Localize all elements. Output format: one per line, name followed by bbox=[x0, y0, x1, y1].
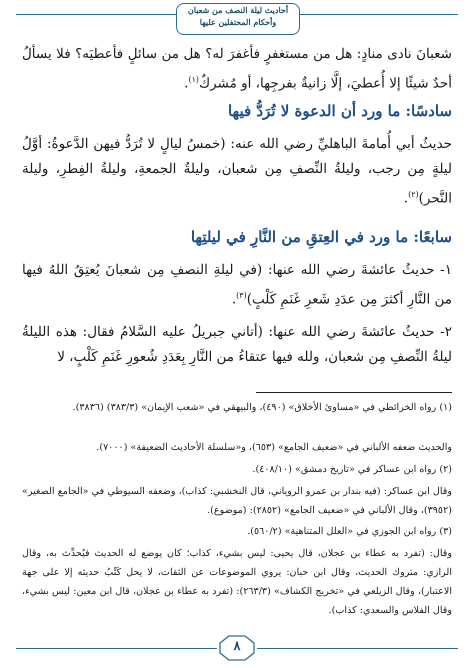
footnote-1-note: والحديث ضعفه الألباني في «ضعيف الجامع» (٦٥٣)، و«سلسلة الأحاديث الضعيفة» (٧٠٠٠). bbox=[96, 442, 452, 453]
paragraph-text: ١- حديثُ عائشةَ رضي الله عنها: (في ليلةِ النصفِ مِن شعبانَ يُعتِقُ اللهُ فيها من النَّارِ أكثرَ مِن عدَدِ شَعرِ غَنَمِ كَلْبٍ) bbox=[22, 262, 452, 308]
footnote-1: (١) رواه الخرائطي في «مساوئ الأخلاق» (٤٩٠)، والبيهقي في «شعب الإيمان» (٣٨٣/٣) (٣٨٣٦). bbox=[72, 402, 452, 413]
footnote-3-note: وقال: (تفرد به عطاء بن عجلان، قال يحيى: ليس بشيء، كذاب؛ كان يوضع له الحديث فيُحدِّث به، وقال الرازي: متروك الحديث، وقال ابن حبان: يروي الموضوعات عن الثقات، لا يحل كَتْبُ حديثه إلا على جهة الاعتبار)، وقال الزيلعي في «تخريج الكشاف» (٢٦٣/٣): (تفرد به عطاء بن عجلان، قال ابن معين: ليس بشيء، وقال الفلاس والسعدي: كذاب). bbox=[22, 548, 452, 616]
footnote-ref-3: (٣) bbox=[236, 291, 247, 300]
page-number-badge bbox=[217, 634, 257, 662]
header-title-line-1: أحاديث ليلة النصف من شعبان bbox=[187, 5, 289, 15]
paragraph-continuation: شعبانَ نادى منادٍ: هل من مستغفرٍ فأغفرَ له؟ هل من سائلٍ فأعطيَه؟ فلا يسألُ أحدٌ شيئًا إلا أُعطيَ، إلَّا زانيةٌ بفرجِها، أو مُشركٌ$^{(١)}$. bbox=[22, 46, 452, 92]
footnote-3: (٣) رواه ابن الجوزي في «العلل المتناهية» (٥٦٠/٢). bbox=[247, 526, 452, 537]
footnote-2: (٢) رواه ابن عساكر في «تاريخ دمشق» (٤٠٨/١٠). bbox=[252, 464, 452, 475]
running-header bbox=[176, 3, 300, 35]
section-heading-6: سادسًا: ما ورد أن الدعوة لا تُرَدُّ فيها bbox=[227, 102, 452, 120]
paragraph-text: حديثُ أبي أُمامةَ الباهليِّ رضي الله عنه: (خمسُ ليالٍ لا تُرَدُّ فيهن الدَّعوةُ: أوَّلُ ليلةٍ مِن رجب، وليلةُ النِّصفِ مِن شعبان، وليلةُ الجمعةِ، وليلةُ الفِطرِ، وليلة النَّحر) bbox=[22, 136, 452, 207]
paragraph-aisha-1: ١- حديثُ عائشةَ رضي الله عنها: (في ليلةِ النصفِ مِن شعبانَ يُعتِقُ اللهُ فيها من النَّارِ أكثرَ مِن عدَدِ شَعرِ غَنَمِ كَلْبٍ)$^{(٣)}$. bbox=[22, 262, 452, 308]
paragraph-text: شعبانَ نادى منادٍ: هل من مستغفرٍ فأغفرَ له؟ هل من سائلٍ فأعطيَه؟ فلا يسألُ أحدٌ شيئًا إلا أُعطيَ، إلَّا زانيةٌ بفرجِها، أو مُشركٌ bbox=[22, 46, 452, 92]
header-title-line-2: وأحكام المحتفلين عليها bbox=[199, 17, 277, 27]
footnote-divider bbox=[256, 392, 452, 393]
paragraph-abu-umama: حديثُ أبي أُمامةَ الباهليِّ رضي الله عنه: (خمسُ ليالٍ لا تُرَدُّ فيهن الدَّعوةُ: أوَّلُ ليلةٍ مِن رجب، وليلةُ النِّصفِ مِن شعبان، وليلةُ الجمعةِ، وليلةُ الفِطرِ، وليلة النَّحر)$^{(٢)}$. bbox=[22, 136, 452, 207]
footnote-2-note: وقال ابن عساكر: (فيه بندار بن عمرو الروياني، قال النخشبي: كذاب)، وضعفه السيوطي في «الجامع الصغير» (٣٩٥٢)، وقال الألباني في «ضعيف الجامع» (٢٨٥٢): (موضوع). bbox=[22, 486, 452, 516]
section-heading-7: سابعًا: ما ورد في العِتقِ من النَّارِ في ليلتِها bbox=[190, 228, 452, 246]
paragraph-aisha-2: ٢- حديثُ عائشةَ رضي الله عنها: (أتاني جبريلُ عليه السَّلامُ فقال: هذه الليلةُ ليلةُ النِّصفِ مِن شعبان، ولله فيها عتقاءُ من النَّارِ بِعَدَدِ شُعورِ غَنَمِ كَلْبٍ، لا bbox=[22, 324, 452, 365]
footnote-ref-1: (١) bbox=[188, 75, 199, 84]
footnote-ref-2: (٢) bbox=[408, 190, 419, 199]
page-number: ٨ bbox=[233, 639, 241, 654]
